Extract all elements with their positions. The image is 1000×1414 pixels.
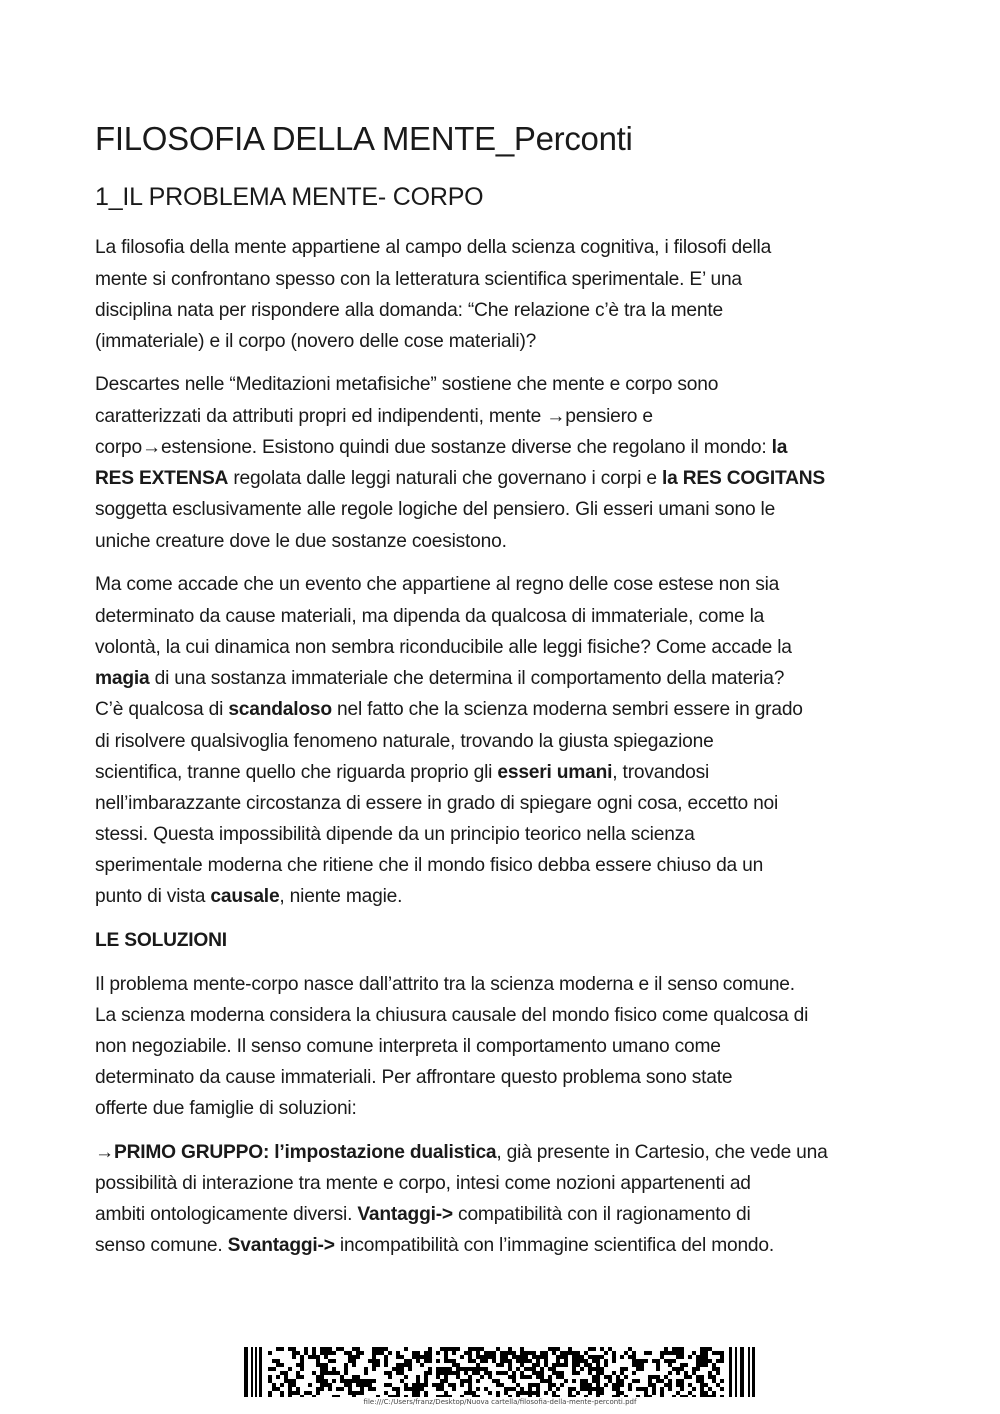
paragraph-2-line: corpo→estensione. Esistono quindi due sostanze diverse che regolano il mondo: la (95, 437, 788, 458)
paragraph-3-line: magia di una sostanza immateriale che determina il comportamento della materia? (95, 668, 785, 689)
paragraph-1-line: disciplina nata per rispondere alla domanda: “Che relazione c’è tra la mente (95, 300, 723, 321)
paragraph-3-line: determinato da cause materiali, ma dipenda da qualcosa di immateriale, come la (95, 606, 765, 627)
paragraph-1-line: (immateriale) e il corpo (novero delle cose materiali)? (95, 331, 537, 352)
paragraph-2-line: caratterizzati da attributi propri ed indipendenti, mente →pensiero e (95, 406, 653, 427)
paragraph-2-line: Descartes nelle “Meditazioni metafisiche” sostiene che mente e corpo sono (95, 374, 719, 395)
paragraph-2-line: uniche creature dove le due sostanze coesistono. (95, 531, 507, 552)
barcode (244, 1347, 756, 1397)
paragraph-3-line: sperimentale moderna che ritiene che il mondo fisico debba essere chiuso da un (95, 855, 764, 876)
paragraph-4-line: offerte due famiglie di soluzioni: (95, 1098, 357, 1119)
paragraph-4-line: Il problema mente-corpo nasce dall’attrito tra la scienza moderna e il senso comune. (95, 974, 795, 995)
paragraph-5-line: ambiti ontologicamente diversi. Vantaggi-> compatibilità con il ragionamento di (95, 1204, 751, 1225)
paragraph-3-line: di risolvere qualsivoglia fenomeno naturale, trovando la giusta spiegazione (95, 731, 714, 752)
section-title: 1_IL PROBLEMA MENTE- CORPO (95, 183, 484, 211)
paragraph-3-line: punto di vista causale, niente magie. (95, 886, 403, 907)
paragraph-1-line: La filosofia della mente appartiene al campo della scienza cognitiva, i filosofi della (95, 237, 772, 258)
paragraph-1-line: mente si confrontano spesso con la letteratura scientifica sperimentale. E’ una (95, 269, 742, 290)
paragraph-3-line: Ma come accade che un evento che appartiene al regno delle cose estese non sia (95, 574, 780, 595)
paragraph-4-line: La scienza moderna considera la chiusura causale del mondo fisico come qualcosa di (95, 1005, 809, 1026)
paragraph-5-line: possibilità di interazione tra mente e corpo, intesi come nozioni appartenenti ad (95, 1173, 751, 1194)
paragraph-5-line: →PRIMO GRUPPO: l’impostazione dualistica, già presente in Cartesio, che vede una (95, 1142, 828, 1163)
page-title: FILOSOFIA DELLA MENTE_Perconti (95, 120, 633, 157)
paragraph-3-line: volontà, la cui dinamica non sembra riconducibile alle leggi fisiche? Come accade la (95, 637, 792, 658)
paragraph-3-line: scientifica, tranne quello che riguarda proprio gli esseri umani, trovandosi (95, 762, 710, 783)
footer-file-path: file:///C:/Users/franz/Desktop/Nuova cartella/filosofia-della-mente-perconti.pdf (363, 1398, 637, 1406)
paragraph-5-line: senso comune. Svantaggi-> incompatibilità con l’immagine scientifica del mondo. (95, 1235, 775, 1256)
paragraph-2-line: soggetta esclusivamente alle regole logiche del pensiero. Gli esseri umani sono le (95, 499, 776, 520)
paragraph-4-line: determinato da cause immateriali. Per affrontare questo problema sono state (95, 1067, 733, 1088)
section-heading: LE SOLUZIONI (95, 930, 227, 951)
paragraph-3-line: stessi. Questa impossibilità dipende da un principio teorico nella scienza (95, 824, 695, 845)
paragraph-3-line: C’è qualcosa di scandaloso nel fatto che la scienza moderna sembri essere in grado (95, 699, 803, 720)
paragraph-2-line: RES EXTENSA regolata dalle leggi naturali che governano i corpi e la RES COGITANS (95, 468, 825, 489)
paragraph-3-line: nell’imbarazzante circostanza di essere in grado di spiegare ogni cosa, eccetto noi (95, 793, 779, 814)
paragraph-4-line: non negoziabile. Il senso comune interpreta il comportamento umano come (95, 1036, 721, 1057)
